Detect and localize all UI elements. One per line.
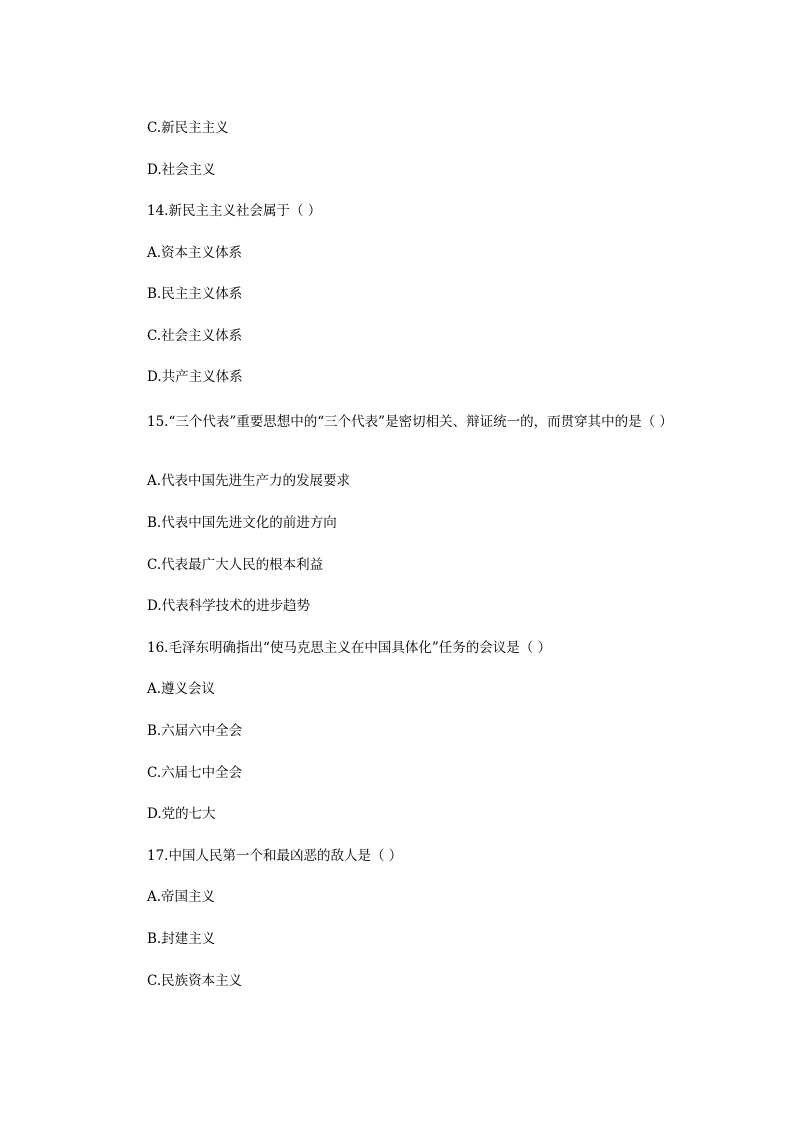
option-a-q17: A.帝国主义: [147, 889, 216, 905]
option-d-q15: D.代表科学技术的进步趋势: [147, 598, 311, 614]
option-d-q13: D.社会主义: [147, 162, 216, 178]
option-c-q16: C.六届七中全会: [147, 765, 243, 781]
option-b-q15: B.代表中国先进文化的前进方向: [147, 515, 337, 531]
option-c-q13: C.新民主主义: [147, 120, 229, 136]
option-c-q17: C.民族资本主义: [147, 973, 243, 989]
option-c-q15: C.代表最广大人民的根本利益: [147, 557, 324, 573]
option-b-q17: B.封建主义: [147, 931, 216, 947]
option-b-q16: B.六届六中全会: [147, 723, 243, 739]
option-a-q14: A.资本主义体系: [147, 245, 243, 261]
option-d-q14: D.共产主义体系: [147, 369, 243, 385]
question-15: 15.“三个代表”重要思想中的“三个代表”是密切相关、辩证统一的，而贯穿其中的是（ ）: [147, 414, 673, 430]
question-14: 14.新民主主义社会属于（ ）: [147, 203, 322, 219]
option-d-q16: D.党的七大: [147, 806, 216, 822]
option-a-q16: A.遵义会议: [147, 681, 216, 697]
option-b-q14: B.民主主义体系: [147, 286, 243, 302]
option-c-q14: C.社会主义体系: [147, 328, 243, 344]
question-16: 16.毛泽东明确指出“使马克思主义在中国具体化”任务的会议是（ ）: [147, 640, 552, 656]
option-a-q15: A.代表中国先进生产力的发展要求: [147, 473, 351, 489]
question-17: 17.中国人民第一个和最凶恶的敌人是（ ）: [147, 848, 403, 864]
